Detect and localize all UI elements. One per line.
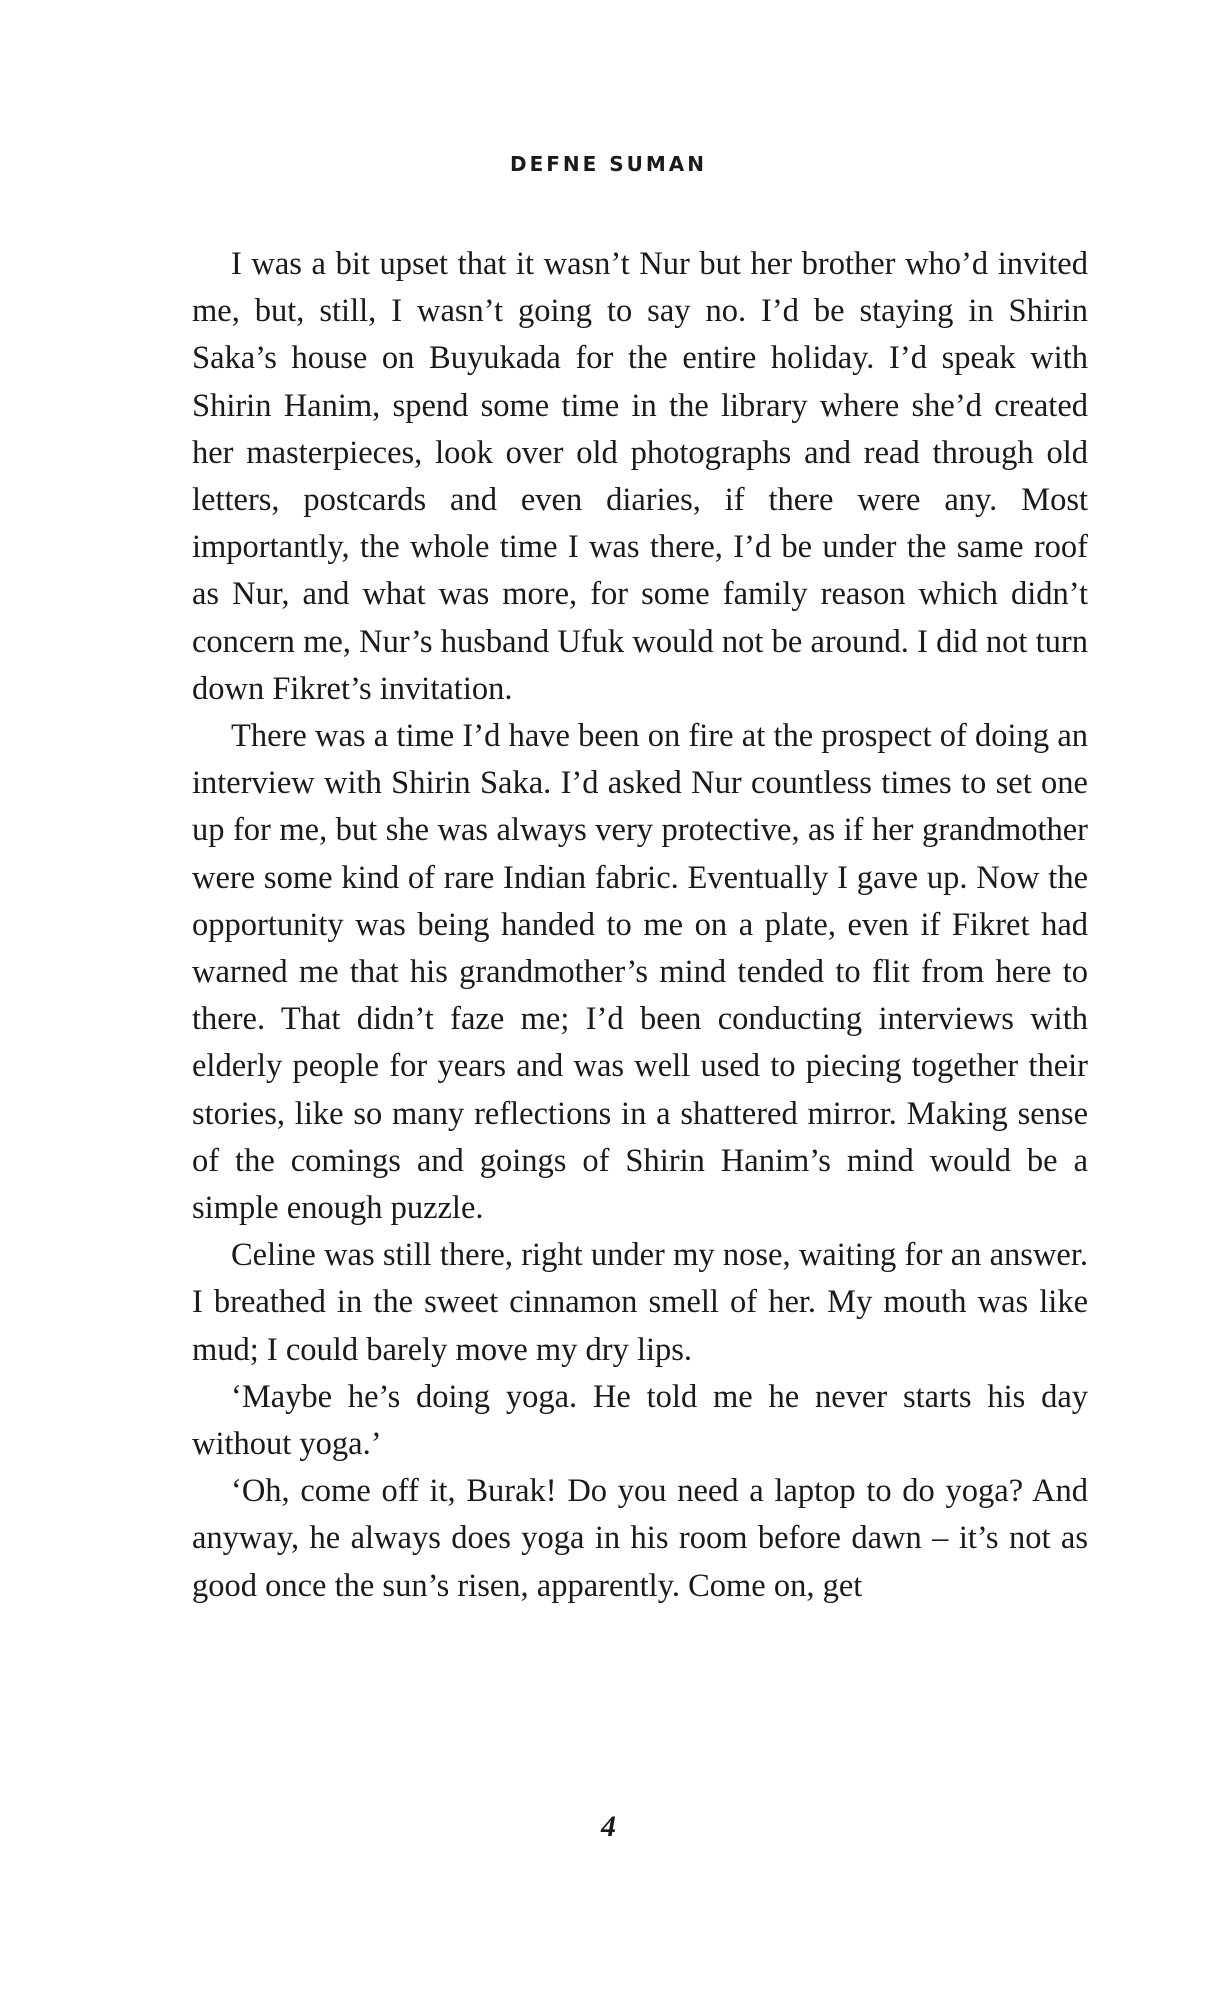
paragraph: ‘Oh, come off it, Burak! Do you need a laptop to do yoga? And anyway, he always does yoga in his room before dawn – it’s not as good once the sun’s risen, apparently. Come on, get — [192, 1473, 1088, 1604]
paragraph: I was a bit upset that it wasn’t Nur but her brother who’d invited me, but, still, I wasn’t going to say no. I’d be staying in Shirin Saka’s house on Buyukada for the entire holiday. I’d speak with Shirin Hanim, spend some time in the library where she’d created her masterpieces, look over old photographs and read through old letters, postcards and even diaries, if there were any. Most importantly, the whole time I was there, I’d be under the same roof as Nur, and what was more, for some family reason which didn’t concern me, Nur’s husband Ufuk would not be around. I did not turn down Fikret’s invitation. — [192, 246, 1088, 707]
paragraph: Celine was still there, right under my nose, waiting for an answer. I breathed in the sweet cinnamon smell of her. My mouth was like mud; I could barely move my dry lips. — [192, 1237, 1088, 1368]
page-number: 4 — [601, 1810, 616, 1843]
paragraph: There was a time I’d have been on fire at the prospect of doing an interview with Shirin Saka. I’d asked Nur countless times to set one up for me, but she was always very protective, as if her grandmother were some kind of rare Indian fabric. Eventually I gave up. Now the opportunity was being handed to me on a plate, even if Fikret had warned me that his grandmother’s mind tended to flit from here to there. That didn’t faze me; I’d been conducting interviews with elderly people for years and was well used to piecing together their stories, like so many reflections in a shattered mirror. Making sense of the comings and goings of Shirin Hanim’s mind would be a simple enough puzzle. — [192, 718, 1088, 1227]
body-text — [192, 241, 1088, 1610]
paragraph: ‘Maybe he’s doing yoga. He told me he never starts his day without yoga.’ — [192, 1378, 1088, 1463]
running-header: DEFNE SUMAN — [509, 152, 708, 176]
